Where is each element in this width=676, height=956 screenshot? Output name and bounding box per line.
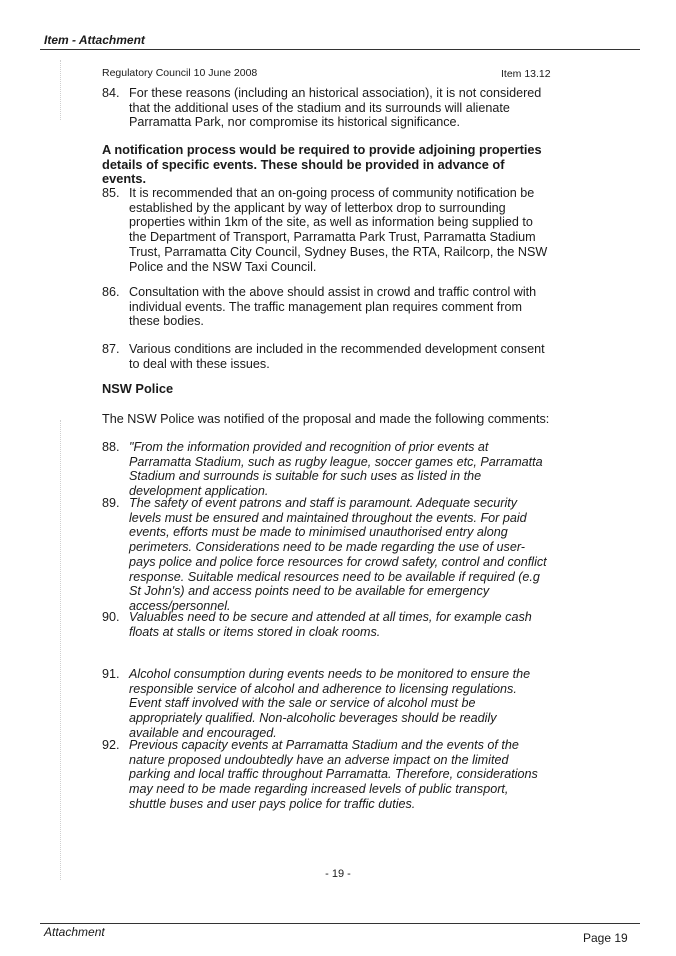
paragraph-number: 86.: [102, 285, 120, 299]
paragraph-number: 90.: [102, 610, 120, 624]
header-title: Item - Attachment: [44, 33, 145, 47]
footer-rule: [40, 923, 640, 924]
paragraph-number: 87.: [102, 342, 120, 356]
footer-page: Page 19: [583, 931, 628, 945]
notification-heading: A notification process would be required to provide adjoining properties details of specific events. These should be provided in advance of events.: [102, 142, 542, 187]
paragraph-text: It is recommended that an on-going process of community notification be established by the applicant by way of letterbox drop to surrounding properties within 1km of the site, as well as information being supplied to the Department of Transport, Parramatta Park Trust, Parramatta Stadium Trust, Parramatta City Council, Sydney Buses, the RTA, Railcorp, the NSW Police and the NSW Taxi Council.: [129, 186, 548, 274]
paragraph-number: 92.: [102, 738, 120, 752]
paragraph-number: 85.: [102, 186, 120, 200]
meeting-reference: Regulatory Council 10 June 2008: [102, 67, 258, 79]
quoted-comment: The safety of event patrons and staff is paramount. Adequate security levels must be ensured and maintained throughout the events. For paid events, efforts must be made to minimised unauthorised entry along perimeters. Considerations need to be made regarding the use of user-pays police and police force resources for crowd safety, control and conflict response. Suitable medical resources need to be available if required (e.g St John's) and access points need to be available for emergency access/personnel.: [129, 496, 547, 613]
quoted-comment: Alcohol consumption during events needs to be monitored to ensure the responsible service of alcohol and adherence to licensing regulations. Event staff involved with the sale or service of alcohol must be appropriately qualified. Non-alcoholic beverages should be readily available and encouraged.: [129, 667, 531, 740]
item-number: Item 13.12: [501, 68, 551, 80]
header-rule: [40, 49, 640, 50]
quoted-comment: "From the information provided and recognition of prior events at Parramatta Stadium, such as rugby league, soccer games etc, Parramatta Stadium and surrounds is suitable for such uses as listed in the development application.: [129, 440, 543, 499]
page-number: - 19 -: [325, 868, 351, 880]
paragraph-text: Consultation with the above should assist in crowd and traffic control with individual events. The traffic management plan requires comment from these bodies.: [129, 285, 537, 329]
scan-artifact: [60, 60, 62, 120]
scan-artifact: [60, 420, 62, 880]
paragraph-number: 88.: [102, 440, 120, 454]
section-heading: NSW Police: [102, 381, 174, 396]
quoted-comment: Previous capacity events at Parramatta Stadium and the events of the nature proposed undoubtedly have an adverse impact on the limited parking and local traffic throughout Parramatta. Therefore, considerations may need to be made regarding increased levels of public transport, shuttle buses and user pays police for traffic duties.: [129, 738, 538, 811]
paragraph-number: 84.: [102, 86, 120, 100]
quoted-comment: Valuables need to be secure and attended at all times, for example cash floats at stalls or items stored in cloak rooms.: [129, 610, 532, 639]
footer-label: Attachment: [44, 925, 105, 939]
paragraph-number: 89.: [102, 496, 120, 510]
paragraph-number: 91.: [102, 667, 120, 681]
paragraph-text: Various conditions are included in the recommended development consent to deal with these issues.: [129, 342, 545, 371]
paragraph-text: For these reasons (including an historical association), it is not considered that the additional uses of the stadium and its surrounds will alienate Parramatta Park, nor compromise its historical significance.: [129, 86, 542, 130]
intro-text: The NSW Police was notified of the proposal and made the following comments:: [102, 412, 550, 426]
